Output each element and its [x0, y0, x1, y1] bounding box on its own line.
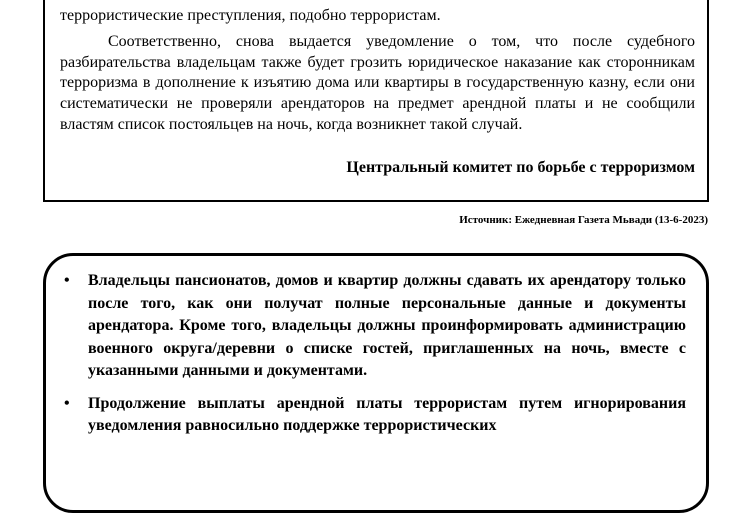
bullet-text: Владельцы пансионатов, домов и квартир должны сдавать их арендатору только после того, как они получат полные персональные данные и документы арендатора. Кроме того, владельцы должны проинформировать администрацию военного округа/деревни о списке гостей, приглашенных на ночь, вместе с указанными данными и документами. [88, 272, 686, 379]
notice-paragraph: Соответственно, снова выдается уведомление о том, что после судебного разбирательства владельцам также будет грозить юридическое наказание как сторонникам терроризма в дополнение к изъятию дома или квартиры в государственную казну, если они систематически не проверяли арендаторов на предмет арендной платы и не сообщили властям список постояльцев на ночь, когда возникнет такой случай. [60, 33, 695, 133]
bullet-text: Продолжение выплаты арендной платы террористам путем игнорирования уведомления равносильно поддержке террористических [88, 394, 686, 434]
bullet-list [62, 270, 686, 448]
notice-first-line: террористические преступления, подобно террористам. [60, 7, 441, 24]
bullet-dot-icon: • [64, 394, 70, 412]
bullet-item [62, 270, 686, 383]
bullet-item [62, 393, 686, 438]
notice-signature: Центральный комитет по борьбе с терроризмом [346, 159, 695, 176]
bullet-box [43, 253, 709, 513]
source-citation: Источник: Ежедневная Газета Мьвади (13-6-2023) [459, 214, 708, 226]
notice-box [43, 0, 709, 202]
bullet-dot-icon: • [64, 272, 70, 289]
